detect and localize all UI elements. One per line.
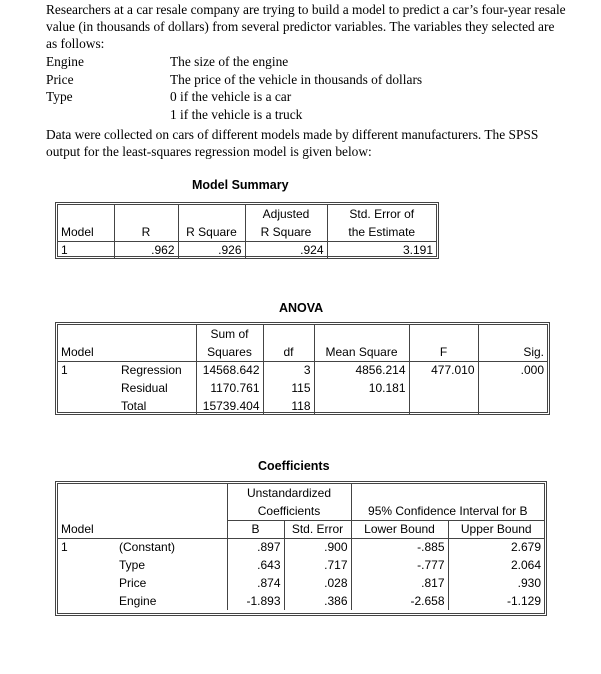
f-value	[409, 397, 478, 415]
intro-line-3: as follows:	[46, 36, 105, 51]
upper-bound-value: -1.129	[506, 594, 541, 608]
mean-square-header: Mean Square	[314, 343, 409, 361]
mean-square-value: 4856.214	[314, 361, 409, 379]
df-value: 3	[263, 361, 314, 379]
b-value: .874	[227, 574, 284, 592]
intro-line-1: Researchers at a car resale company are trying to build a model to predict a car’s four-year resale	[46, 2, 566, 17]
model-summary-title: Model Summary	[192, 178, 289, 192]
model-summary-table	[55, 202, 439, 259]
std-error-header: Std. Error	[284, 520, 351, 538]
table-row	[58, 397, 547, 415]
predictor-label: Type	[116, 556, 227, 574]
table-row	[58, 538, 544, 556]
source-label: Regression	[118, 361, 196, 379]
anova-title: ANOVA	[279, 301, 324, 315]
intro-line-2: value (in thousands of dollars) from several predictor variables. The variables they selected are	[46, 19, 555, 34]
variable-name: Price	[46, 71, 74, 87]
table-row	[58, 574, 544, 592]
mean-square-value: 10.181	[314, 379, 409, 397]
data-line-2: output for the least-squares regression model is given below:	[46, 144, 372, 159]
model-value: 1	[61, 540, 68, 555]
variable-row	[46, 88, 586, 106]
coefficients-title: Coefficients	[258, 459, 330, 473]
adjusted-r-square-value: .924	[245, 241, 327, 259]
mean-square-value	[314, 397, 409, 415]
source-label: Total	[118, 397, 196, 415]
std-error-header-1: Std. Error of	[349, 207, 415, 221]
lower-bound-value: -.777	[351, 556, 448, 574]
predictor-label: (Constant)	[116, 538, 227, 556]
r-header: R	[114, 223, 178, 241]
table-row	[58, 241, 436, 259]
variable-row	[46, 53, 586, 71]
lower-bound-header: Lower Bound	[351, 520, 448, 538]
table-row	[58, 379, 547, 397]
variable-name: Engine	[46, 54, 84, 69]
b-value: .897	[227, 538, 284, 556]
predictor-label: Price	[116, 574, 227, 592]
type-truck-line: 1 if the vehicle is a truck	[170, 107, 303, 122]
f-value	[409, 379, 478, 397]
sig-value	[478, 397, 547, 415]
b-value: .643	[227, 556, 284, 574]
variable-desc: 0 if the vehicle is a car	[170, 89, 292, 104]
adjusted-header-2: R Square	[245, 223, 327, 241]
variable-desc: The price of the vehicle in thousands of dollars	[170, 71, 423, 87]
upper-bound-value: 2.064	[510, 558, 541, 572]
variable-list	[46, 53, 586, 106]
variable-name: Type	[46, 89, 73, 104]
std-error-value: 3.191	[402, 243, 433, 258]
adjusted-header-1: Adjusted	[245, 205, 327, 223]
sig-value	[478, 379, 547, 397]
f-value: 477.010	[409, 361, 478, 379]
sum-of-squares-header-2: Squares	[196, 343, 263, 361]
variable-row	[46, 71, 586, 89]
sum-of-squares-value: 14568.642	[196, 361, 263, 379]
predictor-label: Engine	[116, 592, 227, 610]
confidence-interval-header: 95% Confidence Interval for B	[351, 502, 544, 520]
df-value: 115	[263, 379, 314, 397]
f-header: F	[409, 343, 478, 361]
r-square-header: R Square	[178, 223, 245, 241]
upper-bound-value: 2.679	[510, 540, 541, 555]
data-line-1: Data were collected on cars of different models made by different manufacturers. The SPSS	[46, 127, 539, 142]
table-row	[58, 361, 547, 379]
b-value: -1.893	[227, 592, 284, 610]
source-label: Residual	[118, 379, 196, 397]
model-value: 1	[58, 241, 114, 259]
coefficients-table	[55, 481, 547, 616]
sig-header: Sig.	[478, 343, 547, 361]
anova-table	[55, 322, 550, 415]
lower-bound-value: .817	[351, 574, 448, 592]
intro-paragraph	[46, 1, 594, 52]
b-header: B	[227, 520, 284, 538]
data-paragraph	[46, 126, 594, 160]
r-square-value: .926	[178, 241, 245, 259]
model-header: Model	[58, 343, 118, 361]
lower-bound-value: -2.658	[351, 592, 448, 610]
std-error-value: .717	[284, 556, 351, 574]
r-value: .962	[114, 241, 178, 259]
df-header: df	[263, 343, 314, 361]
std-error-header-2: the Estimate	[327, 223, 436, 241]
std-error-value: .028	[284, 574, 351, 592]
sig-value: .000	[520, 363, 544, 378]
upper-bound-header: Upper Bound	[448, 520, 544, 538]
df-value: 118	[263, 397, 314, 415]
std-error-value: .386	[284, 592, 351, 610]
model-value: 1	[61, 363, 68, 378]
sum-of-squares-header-1: Sum of	[196, 325, 263, 343]
std-error-value: .900	[284, 538, 351, 556]
lower-bound-value: -.885	[351, 538, 448, 556]
table-row	[58, 556, 544, 574]
unstandardized-header-1: Unstandardized	[227, 484, 351, 502]
sum-of-squares-value: 1170.761	[196, 379, 263, 397]
model-header: Model	[58, 223, 114, 241]
upper-bound-value: .930	[517, 576, 541, 590]
unstandardized-header-2: Coefficients	[227, 502, 351, 520]
table-row	[58, 592, 544, 610]
model-header: Model	[58, 520, 116, 538]
sum-of-squares-value: 15739.404	[196, 397, 263, 415]
variable-desc: The size of the engine	[170, 54, 289, 69]
